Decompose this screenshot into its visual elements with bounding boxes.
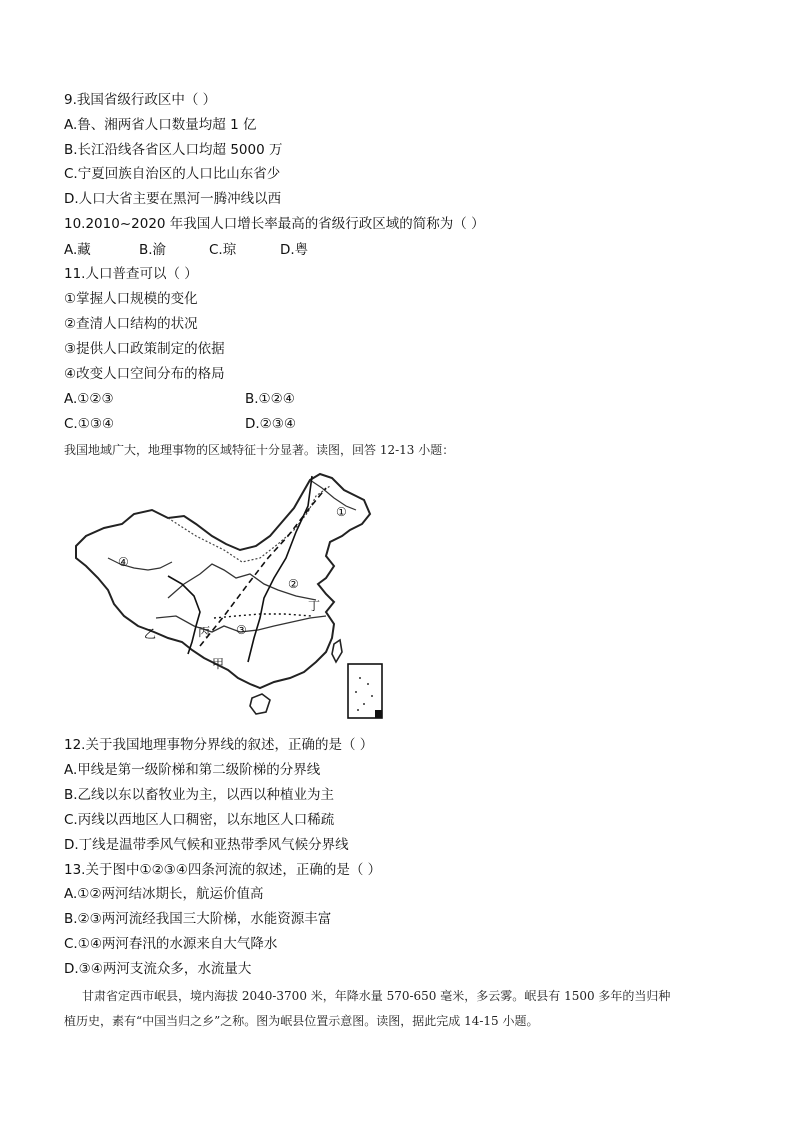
label-line-bing: 丙 xyxy=(198,625,211,639)
q12-stem: 12.关于我国地理事物分界线的叙述，正确的是（ ） xyxy=(64,737,374,753)
q11-option-b: B.①②④ xyxy=(245,391,295,407)
line-ding xyxy=(214,614,312,618)
q13-stem: 13.关于图中①②③④四条河流的叙述，正确的是（ ） xyxy=(64,862,382,878)
label-river-2: ② xyxy=(288,577,299,591)
q11-option-d: D.②③④ xyxy=(245,416,296,432)
q13-option-c: C.①④两河春汛的水源来自大气降水 xyxy=(64,936,278,952)
label-line-yi: 乙 xyxy=(144,627,157,641)
south-china-sea-inset xyxy=(348,664,382,718)
q12-option-c: C.丙线以西地区人口稠密，以东地区人口稀疏 xyxy=(64,812,335,828)
q13-option-d: D.③④两河支流众多，水流量大 xyxy=(64,961,252,977)
label-river-1: ① xyxy=(336,505,347,519)
label-river-4: ④ xyxy=(118,555,129,569)
q11-item-4: ④改变人口空间分布的格局 xyxy=(64,366,225,382)
q11-item-3: ③提供人口政策制定的依据 xyxy=(64,341,225,357)
q11-stem: 11.人口普查可以（ ） xyxy=(64,266,198,282)
q9-option-c: C.宁夏回族自治区的人口比山东省少 xyxy=(64,166,281,182)
intro-14-15-line1: 甘肃省定西市岷县，境内海拔 2040-3700 米，年降水量 570-650 毫米，多云雾。岷县有 1500 多年的当归种 xyxy=(82,989,671,1003)
q12-option-a: A.甲线是第一级阶梯和第二级阶梯的分界线 xyxy=(64,762,321,778)
q9-option-d: D.人口大省主要在黑河一腾冲线以西 xyxy=(64,191,282,207)
q13-option-b: B.②③两河流经我国三大阶梯，水能资源丰富 xyxy=(64,911,332,927)
q9-stem: 9.我国省级行政区中（ ） xyxy=(64,92,217,108)
label-river-3: ③ xyxy=(236,623,247,637)
label-line-jia: 甲 xyxy=(212,657,225,671)
q12-option-b: B.乙线以东以畜牧业为主，以西以种植业为主 xyxy=(64,787,335,803)
line-jia xyxy=(168,576,200,654)
q10-stem: 10.2010~2020 年我国人口增长率最高的省级行政区域的简称为（ ） xyxy=(64,216,485,232)
intro-12-13: 我国地域广大，地理事物的区域特征十分显著。读图，回答 12-13 小题： xyxy=(64,443,455,457)
china-map xyxy=(64,466,396,724)
line-bing xyxy=(248,476,312,662)
river-1 xyxy=(310,480,356,510)
inset-scale-mark xyxy=(375,710,382,718)
q13-option-a: A.①②两河结冰期长，航运价值高 xyxy=(64,886,264,902)
q9-option-b: B.长江沿线各省区人口均超 5000 万 xyxy=(64,142,283,158)
inner-boundary xyxy=(168,486,330,562)
q10-option-a: A.藏 xyxy=(64,242,91,258)
q9-option-a: A.鲁、湘两省人口数量均超 1 亿 xyxy=(64,117,257,133)
q11-option-c: C.①③④ xyxy=(64,416,115,432)
china-outline xyxy=(76,474,370,688)
q11-option-a: A.①②③ xyxy=(64,391,114,407)
intro-14-15-line2: 植历史，素有“中国当归之乡”之称。图为岷县位置示意图。读图，据此完成 14-15 小题。 xyxy=(64,1014,539,1028)
hainan-island xyxy=(250,694,270,714)
q11-item-2: ②查清人口结构的状况 xyxy=(64,316,198,332)
q10-option-b: B.渝 xyxy=(139,242,167,258)
taiwan-island xyxy=(332,640,342,662)
q12-option-d: D.丁线是温带季风气候和亚热带季风气候分界线 xyxy=(64,837,349,853)
q10-option-d: D.粤 xyxy=(280,242,309,258)
q10-option-c: C.琼 xyxy=(209,242,237,258)
q11-item-1: ①掌握人口规模的变化 xyxy=(64,291,198,307)
label-line-ding: 丁 xyxy=(308,599,321,613)
